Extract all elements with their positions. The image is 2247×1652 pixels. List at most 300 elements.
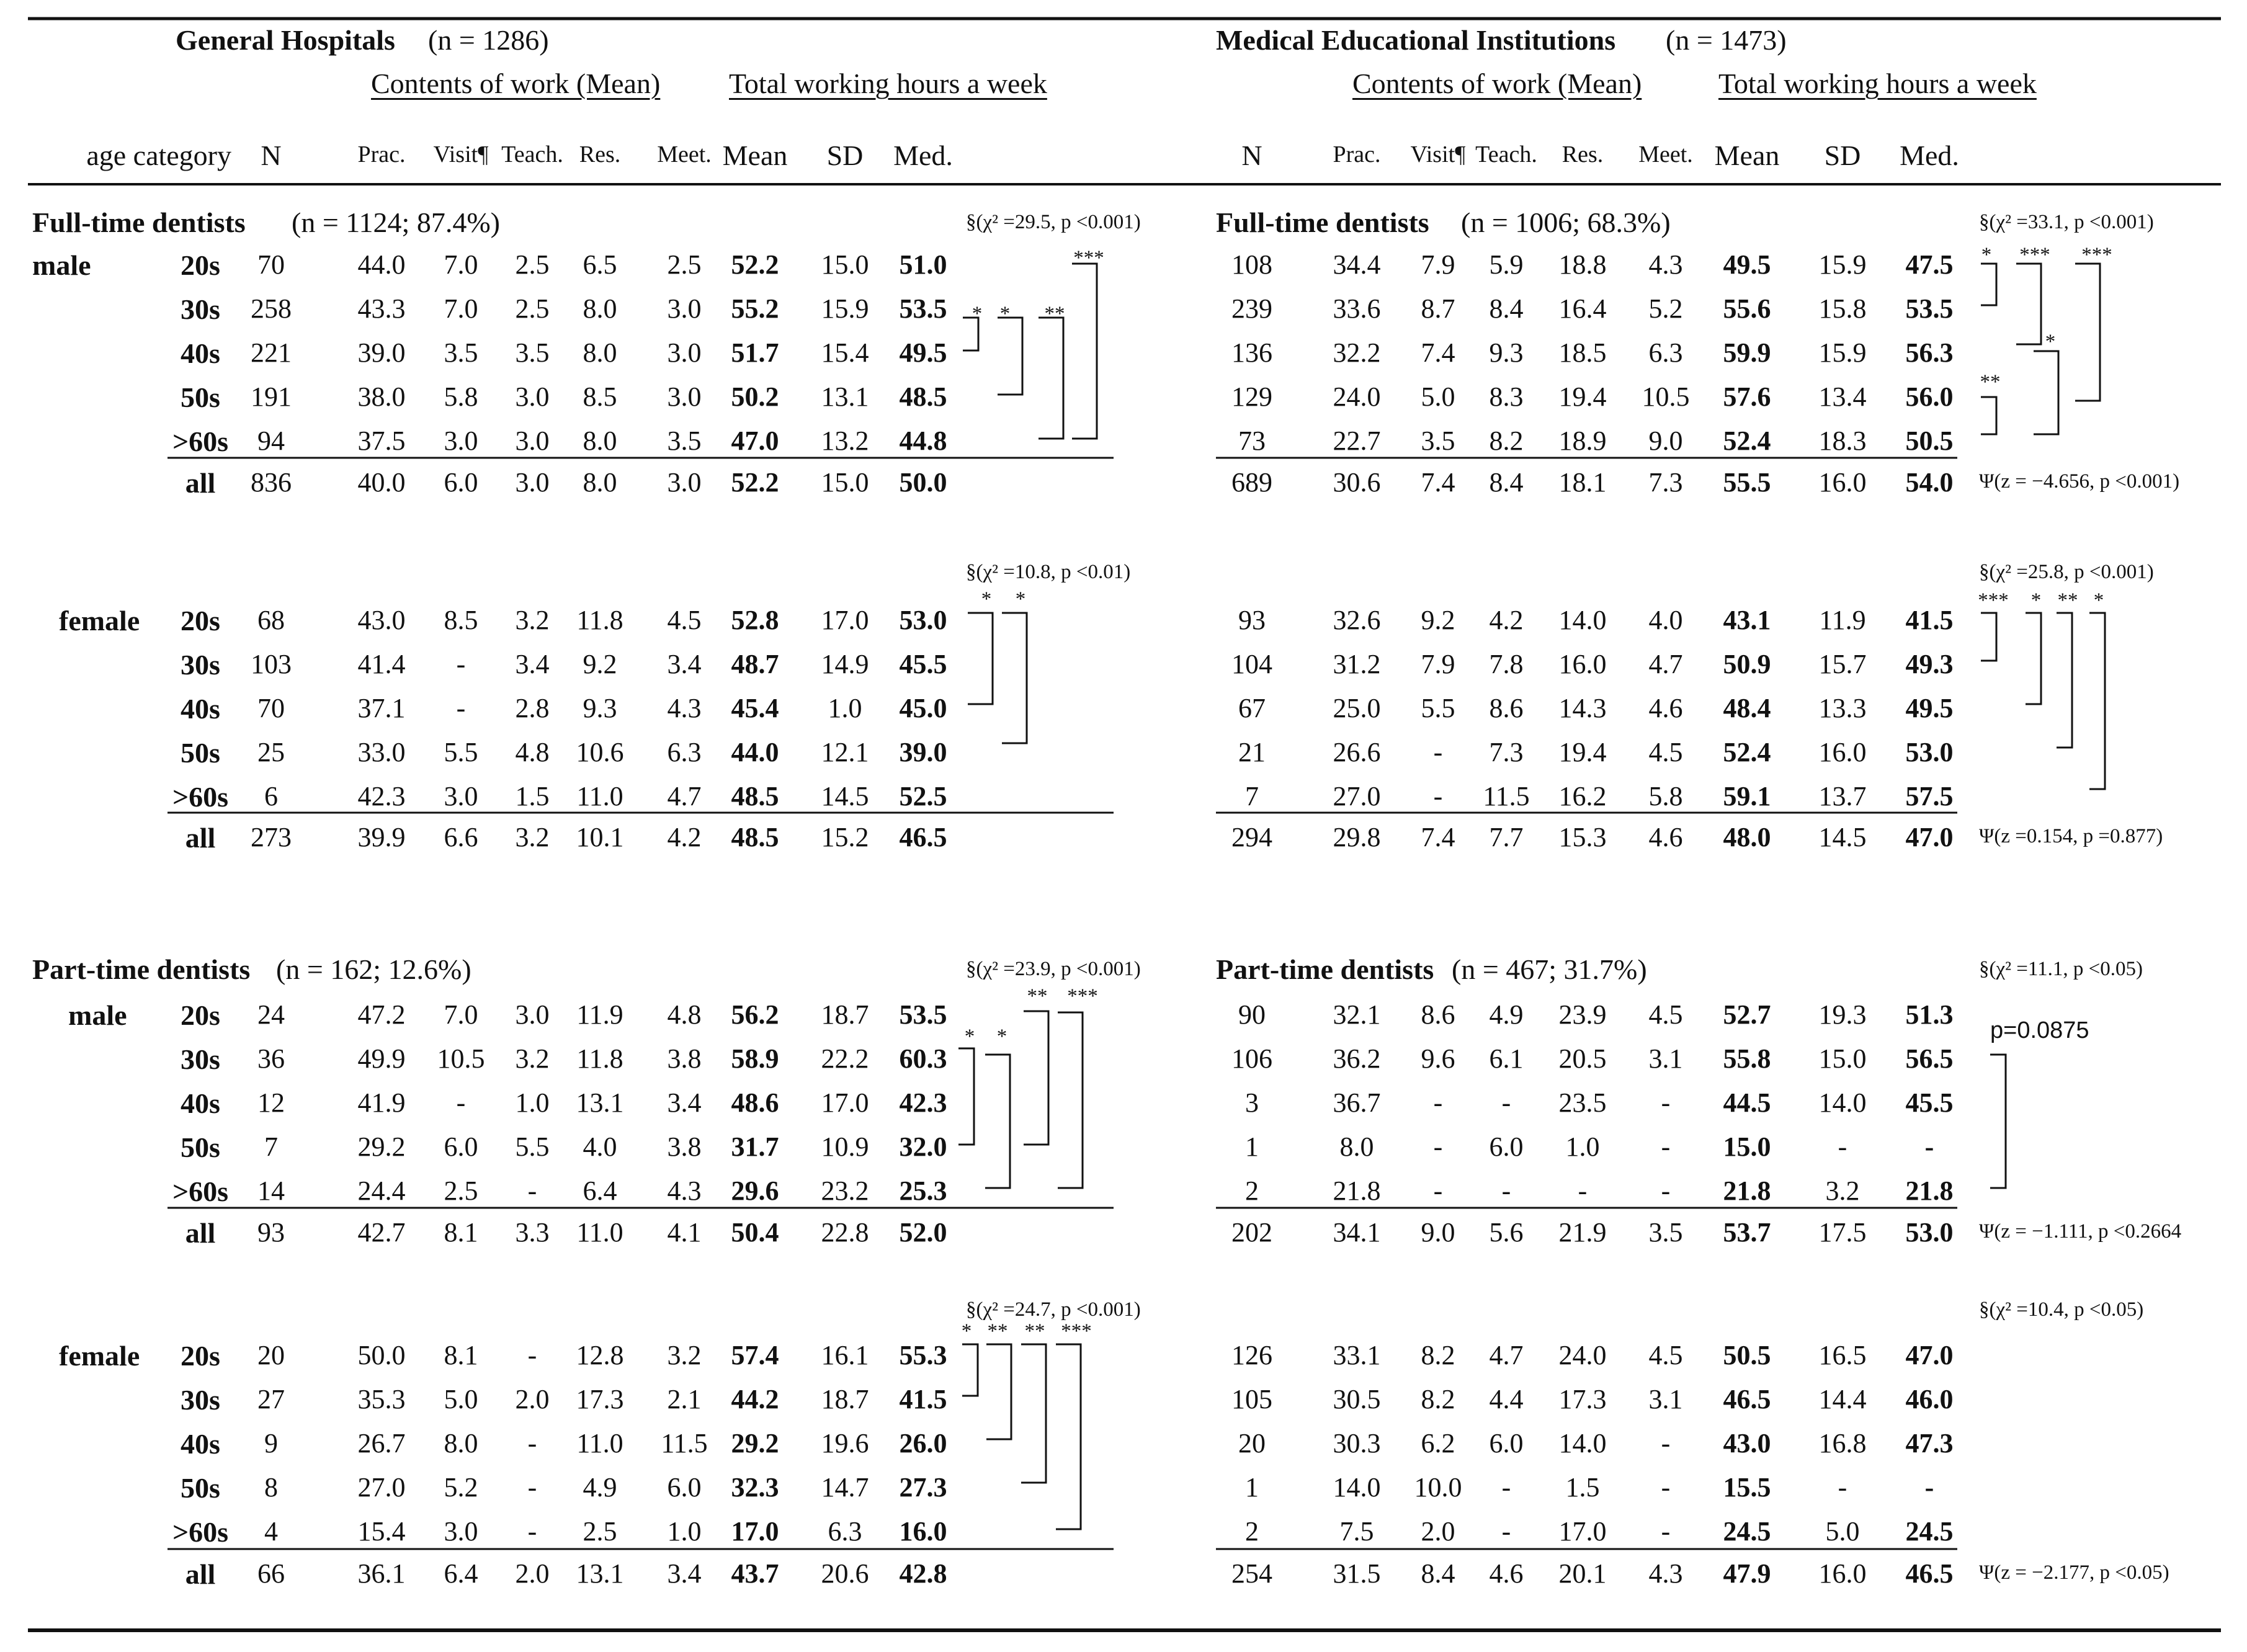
left-med: 48.5 (899, 382, 947, 412)
left-n: 221 (251, 337, 292, 368)
right-teach: - (1501, 1472, 1511, 1502)
right-meet: - (1661, 1176, 1671, 1206)
right-all-mean: 48.0 (1723, 822, 1771, 852)
left-prac: 33.0 (357, 737, 406, 767)
right-meet: 4.5 (1648, 999, 1683, 1030)
left-med: 44.8 (899, 426, 947, 456)
right-res: - (1578, 1176, 1588, 1206)
right-prac: 27.0 (1333, 781, 1381, 811)
right-teach: 8.3 (1489, 382, 1524, 412)
right-n: 105 (1231, 1384, 1272, 1414)
right-visit: 5.0 (1421, 382, 1455, 412)
right-sd: 11.9 (1819, 605, 1866, 635)
right-res: 16.4 (1558, 293, 1607, 324)
right-psi-stat: Ψ(z = −1.111, p <0.2664 (1979, 1220, 2182, 1243)
right-sd: 5.0 (1825, 1516, 1860, 1547)
left-mean: 29.6 (731, 1176, 779, 1206)
right-all-meet: 4.3 (1648, 1558, 1683, 1589)
left-sd: 18.7 (821, 999, 869, 1030)
left-prac: 37.1 (357, 693, 406, 723)
all-label: all (185, 467, 216, 499)
sig-bracket (968, 613, 993, 704)
right-res: 14.3 (1558, 693, 1607, 723)
left-med: 45.0 (899, 693, 947, 723)
left-visit: 3.0 (444, 781, 478, 811)
left-col-med: Med. (893, 140, 953, 171)
left-n: 8 (264, 1472, 278, 1502)
right-meet: 4.6 (1648, 693, 1683, 723)
right-med: 21.8 (1905, 1176, 1954, 1206)
left-mean: 45.4 (731, 693, 779, 723)
significance-mark: * (2093, 589, 2104, 612)
left-teach: 2.5 (515, 249, 550, 280)
right-med: 49.5 (1905, 693, 1954, 723)
right-mean: 24.5 (1723, 1516, 1771, 1547)
left-meet: 1.0 (667, 1516, 702, 1547)
left-sd: 15.4 (821, 337, 869, 368)
right-med: 45.5 (1905, 1087, 1954, 1118)
right-mean: 59.9 (1723, 337, 1771, 368)
right-mean: 44.5 (1723, 1087, 1771, 1118)
significance-mark: ** (2057, 589, 2078, 612)
sex-label: female (59, 605, 140, 636)
sig-bracket (2075, 264, 2100, 401)
left-n: 12 (257, 1087, 285, 1118)
right-col-n: N (1241, 140, 1262, 171)
left-res: 11.8 (576, 605, 623, 635)
left-all-med: 46.5 (899, 822, 947, 852)
right-res: 16.0 (1558, 649, 1607, 679)
right-all-med: 54.0 (1905, 467, 1954, 498)
left-prac: 49.9 (357, 1043, 406, 1074)
significance-mark: * (1015, 588, 1026, 610)
right-sd: 15.0 (1818, 1043, 1867, 1074)
right-visit: 8.7 (1421, 293, 1455, 324)
right-prac: 33.6 (1333, 293, 1381, 324)
left-teach: 2.8 (515, 693, 550, 723)
right-meet: 5.2 (1648, 293, 1683, 324)
left-all-prac: 39.9 (357, 822, 406, 852)
right-visit: 7.9 (1421, 649, 1455, 679)
left-visit: 6.0 (444, 1132, 478, 1162)
left-visit: 8.0 (444, 1428, 478, 1458)
left-teach: 3.5 (515, 337, 550, 368)
right-all-teach: 4.6 (1489, 1558, 1524, 1589)
right-n: 2 (1245, 1516, 1259, 1547)
right-all-meet: 7.3 (1648, 467, 1683, 498)
sig-bracket (2057, 613, 2072, 748)
right-all-prac: 34.1 (1333, 1217, 1381, 1248)
right-prac: 30.3 (1333, 1428, 1381, 1458)
left-med: 53.5 (899, 999, 947, 1030)
age-label: 20s (181, 249, 220, 281)
sex-label: male (68, 999, 127, 1031)
right-all-prac: 30.6 (1333, 467, 1381, 498)
left-n: 70 (257, 693, 285, 723)
left-med: 39.0 (899, 737, 947, 767)
right-meet: 4.7 (1648, 649, 1683, 679)
right-visit: 7.4 (1421, 337, 1455, 368)
right-sd: 15.9 (1818, 249, 1867, 280)
left-res: 9.2 (583, 649, 617, 679)
right-n: 67 (1238, 693, 1266, 723)
left-visit: 7.0 (444, 249, 478, 280)
left-sd: 14.9 (821, 649, 869, 679)
right-med: 47.3 (1905, 1428, 1954, 1458)
right-chi-stat: §(χ² =33.1, p <0.001) (1979, 211, 2154, 233)
right-all-visit: 8.4 (1421, 1558, 1455, 1589)
sig-bracket (1002, 613, 1027, 743)
age-label: 30s (181, 649, 220, 681)
right-all-mean: 53.7 (1723, 1217, 1771, 1248)
sig-bracket (1990, 1055, 2006, 1188)
right-sd: 15.8 (1818, 293, 1867, 324)
right-all-teach: 7.7 (1489, 822, 1524, 852)
left-all-visit: 6.6 (444, 822, 478, 852)
left-sd: 15.9 (821, 293, 869, 324)
right-all-prac: 29.8 (1333, 822, 1381, 852)
right-all-res: 18.1 (1558, 467, 1607, 498)
age-label: 20s (181, 1340, 220, 1372)
right-med: - (1924, 1132, 1934, 1162)
left-med: 32.0 (899, 1132, 947, 1162)
left-meet: 4.8 (667, 999, 702, 1030)
left-prac: 47.2 (357, 999, 406, 1030)
right-group-title: Medical Educational Institutions (1216, 24, 1616, 56)
left-mean: 31.7 (731, 1132, 779, 1162)
left-res: 13.1 (576, 1087, 624, 1118)
all-label: all (185, 822, 216, 854)
left-visit: 7.0 (444, 999, 478, 1030)
right-meet: - (1661, 1472, 1671, 1502)
left-med: 42.3 (899, 1087, 947, 1118)
right-mean: 15.0 (1723, 1132, 1771, 1162)
left-all-teach: 2.0 (515, 1558, 550, 1589)
right-res: 18.5 (1558, 337, 1607, 368)
left-col-teach: Teach. (501, 141, 563, 167)
significance-mark: * (972, 303, 983, 325)
left-visit: 3.0 (444, 1516, 478, 1547)
left-mean: 44.0 (731, 737, 779, 767)
right-sd: 3.2 (1825, 1176, 1860, 1206)
left-group-n: (n = 1286) (428, 24, 549, 56)
left-med: 55.3 (899, 1340, 947, 1370)
left-prac: 43.3 (357, 293, 406, 324)
col-age-category: age category (86, 140, 231, 171)
right-med: 53.0 (1905, 737, 1954, 767)
right-visit: 2.0 (1421, 1516, 1455, 1547)
right-visit: 8.2 (1421, 1340, 1455, 1370)
right-prac: 30.5 (1333, 1384, 1381, 1414)
left-visit: 5.5 (444, 737, 478, 767)
left-col-res: Res. (579, 141, 621, 167)
left-mean: 58.9 (731, 1043, 779, 1074)
sig-bracket (2016, 264, 2041, 344)
left-all-n: 66 (257, 1558, 285, 1589)
right-mean: 49.5 (1723, 249, 1771, 280)
left-all-med: 52.0 (899, 1217, 947, 1248)
right-prac: 22.7 (1333, 426, 1381, 456)
right-res: 14.0 (1558, 605, 1607, 635)
right-fulltime-n: (n = 1006; 68.3%) (1461, 207, 1671, 238)
left-teach: 3.4 (515, 649, 550, 679)
left-all-mean: 43.7 (731, 1558, 779, 1589)
right-mean: 55.6 (1723, 293, 1771, 324)
left-mean: 50.2 (731, 382, 779, 412)
right-n: 73 (1238, 426, 1266, 456)
left-n: 25 (257, 737, 285, 767)
left-n: 24 (257, 999, 285, 1030)
right-teach: - (1501, 1087, 1511, 1118)
left-all-res: 10.1 (576, 822, 624, 852)
left-res: 11.0 (576, 781, 623, 811)
significance-mark: *** (2019, 244, 2050, 266)
significance-mark: *** (1978, 589, 2009, 612)
right-all-meet: 4.6 (1648, 822, 1683, 852)
right-parttime-n: (n = 467; 31.7%) (1452, 953, 1647, 985)
right-res: 16.2 (1558, 781, 1607, 811)
significance-mark: * (964, 1025, 975, 1048)
left-sd: 17.0 (821, 605, 869, 635)
right-sd: 13.3 (1818, 693, 1867, 723)
left-teach: 3.2 (515, 605, 550, 635)
left-res: 4.9 (583, 1472, 617, 1502)
left-mean: 48.6 (731, 1087, 779, 1118)
right-meet: 6.3 (1648, 337, 1683, 368)
right-n: 21 (1238, 737, 1266, 767)
right-all-n: 294 (1231, 822, 1272, 852)
left-sd: 6.3 (828, 1516, 862, 1547)
right-prac: 25.0 (1333, 693, 1381, 723)
left-teach: 2.5 (515, 293, 550, 324)
left-all-sd: 15.2 (821, 822, 869, 852)
right-prac: 36.7 (1333, 1087, 1381, 1118)
right-med: 51.3 (1905, 999, 1954, 1030)
right-meet: 4.3 (1648, 249, 1683, 280)
right-prac: 33.1 (1333, 1340, 1381, 1370)
right-col-res: Res. (1561, 141, 1604, 167)
right-mean: 46.5 (1723, 1384, 1771, 1414)
left-teach: 3.0 (515, 426, 550, 456)
significance-mark: * (981, 588, 992, 610)
right-n: 1 (1245, 1132, 1259, 1162)
sig-bracket (2089, 613, 2105, 789)
left-n: 20 (257, 1340, 285, 1370)
right-teach: 8.4 (1489, 293, 1524, 324)
left-all-res: 11.0 (576, 1217, 623, 1248)
right-col-visit: Visit¶ (1410, 141, 1466, 167)
significance-mark: * (999, 303, 1011, 325)
right-teach: - (1501, 1516, 1511, 1547)
significance-mark: ** (1044, 303, 1065, 325)
right-med: 49.3 (1905, 649, 1954, 679)
age-label: 30s (181, 1043, 220, 1075)
right-all-visit: 7.4 (1421, 467, 1455, 498)
left-meet: 4.5 (667, 605, 702, 635)
right-med: 41.5 (1905, 605, 1954, 635)
left-all-med: 50.0 (899, 467, 947, 498)
right-all-teach: 5.6 (1489, 1217, 1524, 1248)
left-n: 27 (257, 1384, 285, 1414)
sex-label: male (32, 249, 91, 281)
left-med: 41.5 (899, 1384, 947, 1414)
left-visit: 8.1 (444, 1340, 478, 1370)
left-all-prac: 42.7 (357, 1217, 406, 1248)
sex-label: female (59, 1340, 140, 1372)
sig-bracket (998, 318, 1022, 395)
left-hours-header: Total working hours a week (729, 68, 1047, 99)
left-meet: 3.0 (667, 337, 702, 368)
right-res: 23.9 (1558, 999, 1607, 1030)
left-col-visit: Visit¶ (433, 141, 489, 167)
right-n: 1 (1245, 1472, 1259, 1502)
right-med: 57.5 (1905, 781, 1954, 811)
left-res: 12.8 (576, 1340, 624, 1370)
left-res: 11.8 (576, 1043, 623, 1074)
left-all-visit: 6.4 (444, 1558, 478, 1589)
right-teach: - (1501, 1176, 1511, 1206)
left-all-n: 836 (251, 467, 292, 498)
sig-bracket (1024, 1011, 1048, 1145)
significance-mark: *** (1067, 985, 1098, 1007)
left-teach: 3.0 (515, 382, 550, 412)
left-sd: 17.0 (821, 1087, 869, 1118)
left-sd: 18.7 (821, 1384, 869, 1414)
left-chi-stat: §(χ² =23.9, p <0.001) (966, 958, 1141, 980)
right-all-med: 47.0 (1905, 822, 1954, 852)
right-mean: 50.9 (1723, 649, 1771, 679)
left-mean: 48.7 (731, 649, 779, 679)
right-teach: 6.0 (1489, 1132, 1524, 1162)
right-pnote: p=0.0875 (1990, 1017, 2089, 1043)
left-prac: 43.0 (357, 605, 406, 635)
right-all-visit: 9.0 (1421, 1217, 1455, 1248)
left-prac: 38.0 (357, 382, 406, 412)
right-prac: 34.4 (1333, 249, 1381, 280)
significance-mark: *** (1073, 247, 1104, 269)
left-col-meet: Meet. (657, 141, 712, 167)
sig-bracket (985, 1055, 1010, 1188)
left-meet: 2.1 (667, 1384, 702, 1414)
age-label: >60s (172, 426, 229, 457)
significance-mark: *** (2081, 244, 2112, 266)
left-visit: - (456, 1087, 466, 1118)
right-all-mean: 55.5 (1723, 467, 1771, 498)
sig-bracket (1039, 318, 1063, 439)
right-all-n: 689 (1231, 467, 1272, 498)
left-visit: 2.5 (444, 1176, 478, 1206)
left-n: 7 (264, 1132, 278, 1162)
right-all-sd: 16.0 (1818, 467, 1867, 498)
left-res: 6.5 (583, 249, 617, 280)
sig-bracket (1021, 1344, 1046, 1483)
right-teach: 4.4 (1489, 1384, 1524, 1414)
left-prac: 24.4 (357, 1176, 406, 1206)
left-mean: 51.7 (731, 337, 779, 368)
left-res: 11.0 (576, 1428, 623, 1458)
right-chi-stat: §(χ² =10.4, p <0.05) (1979, 1298, 2144, 1321)
left-fulltime-title: Full-time dentists (32, 207, 246, 238)
right-prac: 24.0 (1333, 382, 1381, 412)
left-meet: 3.2 (667, 1340, 702, 1370)
right-meet: 4.0 (1648, 605, 1683, 635)
left-teach: 5.5 (515, 1132, 550, 1162)
sig-bracket (1981, 613, 1996, 661)
right-res: 19.4 (1558, 382, 1607, 412)
right-prac: 21.8 (1333, 1176, 1381, 1206)
left-prac: 42.3 (357, 781, 406, 811)
right-mean: 57.6 (1723, 382, 1771, 412)
sig-bracket (1058, 1012, 1083, 1188)
left-all-sd: 15.0 (821, 467, 869, 498)
age-label: 40s (181, 693, 220, 725)
age-label: 20s (181, 999, 220, 1031)
right-sd: 15.9 (1818, 337, 1867, 368)
left-res: 8.5 (583, 382, 617, 412)
left-teach: 3.2 (515, 1043, 550, 1074)
significance-mark: * (1981, 244, 1992, 266)
left-n: 36 (257, 1043, 285, 1074)
left-teach: 3.0 (515, 999, 550, 1030)
significance-mark: * (2030, 589, 2042, 612)
left-prac: 37.5 (357, 426, 406, 456)
right-teach: 8.6 (1489, 693, 1524, 723)
right-all-res: 15.3 (1558, 822, 1607, 852)
right-all-res: 20.1 (1558, 1558, 1607, 1589)
left-all-meet: 4.1 (667, 1217, 702, 1248)
right-res: 20.5 (1558, 1043, 1607, 1074)
left-meet: 11.5 (661, 1428, 708, 1458)
left-res: 8.0 (583, 426, 617, 456)
left-all-res: 8.0 (583, 467, 617, 498)
left-med: 16.0 (899, 1516, 947, 1547)
left-teach: 4.8 (515, 737, 550, 767)
left-all-med: 42.8 (899, 1558, 947, 1589)
left-fulltime-n: (n = 1124; 87.4%) (292, 207, 500, 238)
left-prac: 27.0 (357, 1472, 406, 1502)
age-label: 30s (181, 1384, 220, 1416)
left-all-mean: 52.2 (731, 467, 779, 498)
right-n: 7 (1245, 781, 1259, 811)
right-n: 239 (1231, 293, 1272, 324)
sig-bracket (958, 1048, 974, 1145)
right-meet: 3.1 (1648, 1384, 1683, 1414)
right-prac: 14.0 (1333, 1472, 1381, 1502)
left-prac: 41.4 (357, 649, 406, 679)
left-med: 60.3 (899, 1043, 947, 1074)
left-mean: 52.2 (731, 249, 779, 280)
right-all-teach: 8.4 (1489, 467, 1524, 498)
right-meet: 10.5 (1642, 382, 1690, 412)
right-med: - (1924, 1472, 1934, 1502)
left-med: 49.5 (899, 337, 947, 368)
right-sd: 13.4 (1818, 382, 1867, 412)
left-sd: 15.0 (821, 249, 869, 280)
left-n: 4 (264, 1516, 278, 1547)
right-col-meet: Meet. (1638, 141, 1693, 167)
left-visit: - (456, 693, 466, 723)
right-visit: - (1433, 1087, 1443, 1118)
right-col-mean: Mean (1714, 140, 1780, 171)
right-fulltime-title: Full-time dentists (1216, 207, 1429, 238)
left-n: 14 (257, 1176, 285, 1206)
left-sd: 23.2 (821, 1176, 869, 1206)
left-visit: 5.0 (444, 1384, 478, 1414)
left-n: 258 (251, 293, 292, 324)
left-all-visit: 6.0 (444, 467, 478, 498)
all-label: all (185, 1217, 216, 1249)
right-sd: 18.3 (1818, 426, 1867, 456)
